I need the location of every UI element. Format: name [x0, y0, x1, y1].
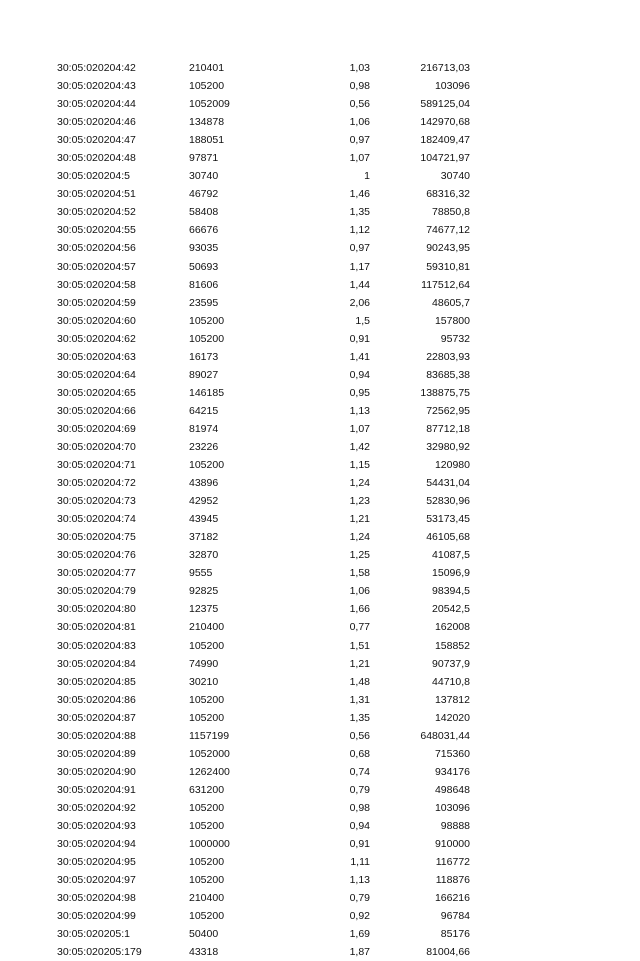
- table-row: [0, 474, 640, 492]
- table-row: [0, 637, 640, 655]
- total-cell: 182409,47: [420, 134, 470, 147]
- quantity-cell: 631200: [189, 783, 225, 796]
- total-cell: 117512,64: [421, 278, 470, 291]
- coefficient-cell: 2,06: [349, 296, 370, 309]
- table-row: [0, 745, 640, 763]
- total-cell: 81004,66: [426, 946, 470, 959]
- quantity-cell: 30740: [189, 170, 219, 183]
- coefficient-cell: 1,13: [349, 874, 370, 887]
- quantity-cell: 105200: [189, 332, 225, 345]
- coefficient-cell: 0,98: [349, 80, 370, 93]
- total-cell: 30740: [440, 170, 470, 183]
- total-cell: 116772: [435, 856, 470, 869]
- quantity-cell: 32870: [189, 549, 219, 562]
- coefficient-cell: 0,91: [349, 838, 370, 851]
- table-row: [0, 600, 640, 618]
- total-cell: 59310,81: [426, 260, 470, 273]
- coefficient-cell: 1,07: [349, 152, 370, 165]
- total-cell: 87712,18: [426, 422, 470, 435]
- quantity-cell: 93035: [189, 242, 219, 255]
- coefficient-cell: 0,74: [349, 765, 370, 778]
- quantity-cell: 43945: [189, 513, 219, 526]
- cadastral-number-cell: 30:05:020204:90: [57, 765, 136, 778]
- coefficient-cell: 0,92: [349, 910, 370, 923]
- total-cell: 103096: [434, 80, 470, 93]
- cadastral-number-cell: 30:05:020204:83: [57, 639, 136, 652]
- coefficient-cell: 1,06: [349, 116, 370, 129]
- table-row: [0, 835, 640, 853]
- total-cell: 120980: [434, 459, 470, 472]
- total-cell: 158852: [434, 639, 470, 652]
- table-row: [0, 185, 640, 203]
- cadastral-number-cell: 30:05:020204:98: [57, 892, 136, 905]
- quantity-cell: 105200: [189, 80, 225, 93]
- coefficient-cell: 1,11: [350, 856, 370, 869]
- total-cell: 157800: [434, 314, 470, 327]
- coefficient-cell: 0,68: [349, 747, 370, 760]
- table-row: [0, 817, 640, 835]
- quantity-cell: 23226: [189, 440, 219, 453]
- cadastral-number-cell: 30:05:020204:52: [57, 206, 136, 219]
- quantity-cell: 43318: [189, 946, 219, 959]
- quantity-cell: 210401: [189, 62, 225, 74]
- total-cell: 83685,38: [426, 368, 470, 381]
- table-row: [0, 799, 640, 817]
- total-cell: 498648: [434, 783, 470, 796]
- total-cell: 90737,9: [432, 657, 470, 670]
- coefficient-cell: 1,35: [349, 711, 370, 724]
- total-cell: 104721,97: [420, 152, 470, 165]
- table-row: [0, 402, 640, 420]
- cadastral-number-cell: 30:05:020204:91: [57, 783, 136, 796]
- cadastral-number-cell: 30:05:020204:99: [57, 910, 136, 923]
- table-row: [0, 348, 640, 366]
- table-row: [0, 438, 640, 456]
- table-row: [0, 727, 640, 745]
- cadastral-number-cell: 30:05:020204:84: [57, 657, 136, 670]
- coefficient-cell: 1: [364, 170, 370, 183]
- quantity-cell: 58408: [189, 206, 219, 219]
- table-row: [0, 420, 640, 438]
- quantity-cell: 105200: [189, 819, 225, 832]
- table-row: [0, 167, 640, 185]
- total-cell: 68316,32: [426, 188, 470, 201]
- coefficient-cell: 0,56: [349, 98, 370, 111]
- coefficient-cell: 1,21: [349, 657, 370, 670]
- total-cell: 52830,96: [426, 495, 470, 508]
- quantity-cell: 210400: [189, 621, 225, 634]
- coefficient-cell: 1,42: [349, 440, 370, 453]
- quantity-cell: 105200: [189, 856, 225, 869]
- cadastral-number-cell: 30:05:020204:42: [57, 62, 136, 74]
- total-cell: 48605,7: [432, 296, 470, 309]
- table-row: [0, 221, 640, 239]
- quantity-cell: 105200: [189, 693, 225, 706]
- cadastral-number-cell: 30:05:020204:69: [57, 422, 136, 435]
- cadastral-number-cell: 30:05:020204:92: [57, 801, 136, 814]
- coefficient-cell: 1,24: [349, 477, 370, 490]
- coefficient-cell: 0,97: [349, 242, 370, 255]
- cadastral-number-cell: 30:05:020204:73: [57, 495, 136, 508]
- quantity-cell: 81606: [189, 278, 219, 291]
- coefficient-cell: 0,97: [349, 134, 370, 147]
- cadastral-number-cell: 30:05:020204:58: [57, 278, 136, 291]
- table-row: [0, 95, 640, 113]
- quantity-cell: 74990: [189, 657, 219, 670]
- coefficient-cell: 0,91: [349, 332, 370, 345]
- quantity-cell: 89027: [189, 368, 219, 381]
- coefficient-cell: 1,24: [349, 531, 370, 544]
- total-cell: 98394,5: [432, 585, 470, 598]
- cadastral-number-cell: 30:05:020204:93: [57, 819, 136, 832]
- coefficient-cell: 1,12: [349, 224, 370, 237]
- total-cell: 589125,04: [420, 98, 470, 111]
- quantity-cell: 105200: [189, 459, 225, 472]
- total-cell: 95732: [440, 332, 470, 345]
- table-row: [0, 510, 640, 528]
- coefficient-cell: 1,13: [349, 404, 370, 417]
- total-cell: 648031,44: [420, 729, 470, 742]
- coefficient-cell: 1,41: [349, 350, 370, 363]
- coefficient-cell: 0,94: [349, 368, 370, 381]
- quantity-cell: 50400: [189, 928, 219, 941]
- coefficient-cell: 0,79: [349, 892, 370, 905]
- total-cell: 54431,04: [426, 477, 470, 490]
- coefficient-cell: 1,17: [349, 260, 370, 273]
- cadastral-number-cell: 30:05:020204:5: [57, 170, 130, 183]
- table-row: [0, 943, 640, 961]
- total-cell: 98888: [440, 819, 470, 832]
- cadastral-number-cell: 30:05:020204:43: [57, 80, 136, 93]
- quantity-cell: 105200: [189, 711, 225, 724]
- cadastral-number-cell: 30:05:020204:89: [57, 747, 136, 760]
- table-row: [0, 239, 640, 257]
- cadastral-number-cell: 30:05:020204:48: [57, 152, 136, 165]
- cadastral-number-cell: 30:05:020204:97: [57, 874, 136, 887]
- total-cell: 32980,92: [426, 440, 470, 453]
- table-row: [0, 294, 640, 312]
- cadastral-number-cell: 30:05:020204:51: [57, 188, 136, 201]
- coefficient-cell: 1,48: [349, 675, 370, 688]
- total-cell: 90243,95: [426, 242, 470, 255]
- cadastral-number-cell: 30:05:020204:88: [57, 729, 136, 742]
- quantity-cell: 37182: [189, 531, 219, 544]
- quantity-cell: 105200: [189, 910, 225, 923]
- cadastral-number-cell: 30:05:020204:46: [57, 116, 136, 129]
- total-cell: 22803,93: [426, 350, 470, 363]
- total-cell: 20542,5: [432, 603, 470, 616]
- coefficient-cell: 1,31: [349, 693, 370, 706]
- cadastral-number-cell: 30:05:020204:55: [57, 224, 136, 237]
- total-cell: 46105,68: [426, 531, 470, 544]
- cadastral-number-cell: 30:05:020204:86: [57, 693, 136, 706]
- cadastral-number-cell: 30:05:020205:179: [57, 946, 142, 959]
- table-row: [0, 59, 640, 77]
- total-cell: 142970,68: [420, 116, 470, 129]
- coefficient-cell: 1,87: [349, 946, 370, 959]
- quantity-cell: 23595: [189, 296, 219, 309]
- coefficient-cell: 0,98: [349, 801, 370, 814]
- quantity-cell: 12375: [189, 603, 219, 616]
- cadastral-number-cell: 30:05:020204:87: [57, 711, 136, 724]
- coefficient-cell: 0,94: [349, 819, 370, 832]
- total-cell: 715360: [434, 747, 470, 760]
- table-row: [0, 582, 640, 600]
- cadastral-number-cell: 30:05:020204:77: [57, 567, 136, 580]
- cadastral-number-cell: 30:05:020204:95: [57, 856, 136, 869]
- cadastral-number-cell: 30:05:020204:66: [57, 404, 136, 417]
- total-cell: 142020: [434, 711, 470, 724]
- table-row: [0, 492, 640, 510]
- quantity-cell: 105200: [189, 314, 225, 327]
- total-cell: 74677,12: [426, 224, 470, 237]
- quantity-cell: 1052000: [189, 747, 230, 760]
- quantity-cell: 1262400: [189, 765, 230, 778]
- quantity-cell: 105200: [189, 639, 225, 652]
- cadastral-number-cell: 30:05:020204:74: [57, 513, 136, 526]
- total-cell: 118876: [435, 874, 470, 887]
- cadastral-number-cell: 30:05:020204:94: [57, 838, 136, 851]
- total-cell: 162008: [434, 621, 470, 634]
- cadastral-number-cell: 30:05:020204:71: [57, 459, 136, 472]
- quantity-cell: 146185: [189, 386, 225, 399]
- spreadsheet-table: [0, 59, 640, 961]
- quantity-cell: 105200: [189, 801, 225, 814]
- table-row: [0, 781, 640, 799]
- total-cell: 166216: [434, 892, 470, 905]
- quantity-cell: 92825: [189, 585, 219, 598]
- quantity-cell: 30210: [189, 675, 219, 688]
- quantity-cell: 81974: [189, 422, 219, 435]
- cadastral-number-cell: 30:05:020204:63: [57, 350, 136, 363]
- quantity-cell: 64215: [189, 404, 219, 417]
- cadastral-number-cell: 30:05:020204:60: [57, 314, 136, 327]
- quantity-cell: 9555: [189, 567, 213, 580]
- cadastral-number-cell: 30:05:020204:56: [57, 242, 136, 255]
- table-row: [0, 546, 640, 564]
- quantity-cell: 42952: [189, 495, 219, 508]
- table-row: [0, 77, 640, 95]
- table-row: [0, 618, 640, 636]
- total-cell: 15096,9: [432, 567, 470, 580]
- cadastral-number-cell: 30:05:020205:1: [57, 928, 130, 941]
- quantity-cell: 1157199: [189, 729, 230, 742]
- coefficient-cell: 1,46: [349, 188, 370, 201]
- quantity-cell: 46792: [189, 188, 219, 201]
- total-cell: 85176: [440, 928, 470, 941]
- quantity-cell: 134878: [189, 116, 225, 129]
- total-cell: 72562,95: [426, 404, 470, 417]
- cadastral-number-cell: 30:05:020204:57: [57, 260, 136, 273]
- cadastral-number-cell: 30:05:020204:47: [57, 134, 136, 147]
- table-row: [0, 312, 640, 330]
- table-row: [0, 709, 640, 727]
- total-cell: 53173,45: [426, 513, 470, 526]
- total-cell: 137812: [434, 693, 470, 706]
- cadastral-number-cell: 30:05:020204:85: [57, 675, 136, 688]
- table-row: [0, 655, 640, 673]
- quantity-cell: 188051: [189, 134, 225, 147]
- table-row: [0, 366, 640, 384]
- cadastral-number-cell: 30:05:020204:70: [57, 440, 136, 453]
- total-cell: 41087,5: [432, 549, 470, 562]
- coefficient-cell: 1,07: [349, 422, 370, 435]
- coefficient-cell: 1,23: [349, 495, 370, 508]
- table-row: [0, 853, 640, 871]
- table-row: [0, 276, 640, 294]
- quantity-cell: 105200: [189, 874, 225, 887]
- quantity-cell: 97871: [189, 152, 219, 165]
- table-row: [0, 330, 640, 348]
- table-row: [0, 871, 640, 889]
- cadastral-number-cell: 30:05:020204:62: [57, 332, 136, 345]
- cadastral-number-cell: 30:05:020204:75: [57, 531, 136, 544]
- table-row: [0, 564, 640, 582]
- table-row: [0, 203, 640, 221]
- cadastral-number-cell: 30:05:020204:76: [57, 549, 136, 562]
- cadastral-number-cell: 30:05:020204:65: [57, 386, 136, 399]
- table-row: [0, 889, 640, 907]
- cadastral-number-cell: 30:05:020204:44: [57, 98, 136, 111]
- quantity-cell: 210400: [189, 892, 225, 905]
- table-row: [0, 131, 640, 149]
- coefficient-cell: 1,5: [355, 314, 370, 327]
- total-cell: 934176: [434, 765, 470, 778]
- table-row: [0, 907, 640, 925]
- quantity-cell: 1052009: [189, 98, 230, 111]
- quantity-cell: 66676: [189, 224, 219, 237]
- table-row: [0, 456, 640, 474]
- coefficient-cell: 0,79: [349, 783, 370, 796]
- coefficient-cell: 0,77: [349, 621, 370, 634]
- table-row: [0, 149, 640, 167]
- cadastral-number-cell: 30:05:020204:79: [57, 585, 136, 598]
- quantity-cell: 16173: [189, 350, 219, 363]
- total-cell: 216713,03: [420, 62, 470, 74]
- table-row: [0, 528, 640, 546]
- total-cell: 138875,75: [420, 386, 470, 399]
- coefficient-cell: 1,69: [349, 928, 370, 941]
- table-row: [0, 384, 640, 402]
- table-row: [0, 925, 640, 943]
- coefficient-cell: 1,35: [349, 206, 370, 219]
- quantity-cell: 50693: [189, 260, 219, 273]
- cadastral-number-cell: 30:05:020204:72: [57, 477, 136, 490]
- cadastral-number-cell: 30:05:020204:59: [57, 296, 136, 309]
- coefficient-cell: 1,51: [349, 639, 370, 652]
- table-row: [0, 763, 640, 781]
- quantity-cell: 1000000: [189, 838, 230, 851]
- quantity-cell: 43896: [189, 477, 219, 490]
- coefficient-cell: 1,15: [349, 459, 370, 472]
- cadastral-number-cell: 30:05:020204:80: [57, 603, 136, 616]
- table-row: [0, 258, 640, 276]
- table-row: [0, 673, 640, 691]
- total-cell: 78850,8: [432, 206, 470, 219]
- coefficient-cell: 1,21: [349, 513, 370, 526]
- coefficient-cell: 1,66: [349, 603, 370, 616]
- coefficient-cell: 1,25: [349, 549, 370, 562]
- total-cell: 44710,8: [432, 675, 470, 688]
- table-row: [0, 691, 640, 709]
- cadastral-number-cell: 30:05:020204:64: [57, 368, 136, 381]
- coefficient-cell: 1,58: [349, 567, 370, 580]
- table-row: [0, 113, 640, 131]
- total-cell: 910000: [434, 838, 470, 851]
- total-cell: 96784: [440, 910, 470, 923]
- coefficient-cell: 1,06: [349, 585, 370, 598]
- cadastral-number-cell: 30:05:020204:81: [57, 621, 136, 634]
- coefficient-cell: 1,03: [349, 62, 370, 74]
- coefficient-cell: 1,44: [349, 278, 370, 291]
- coefficient-cell: 0,95: [349, 386, 370, 399]
- coefficient-cell: 0,56: [349, 729, 370, 742]
- total-cell: 103096: [434, 801, 470, 814]
